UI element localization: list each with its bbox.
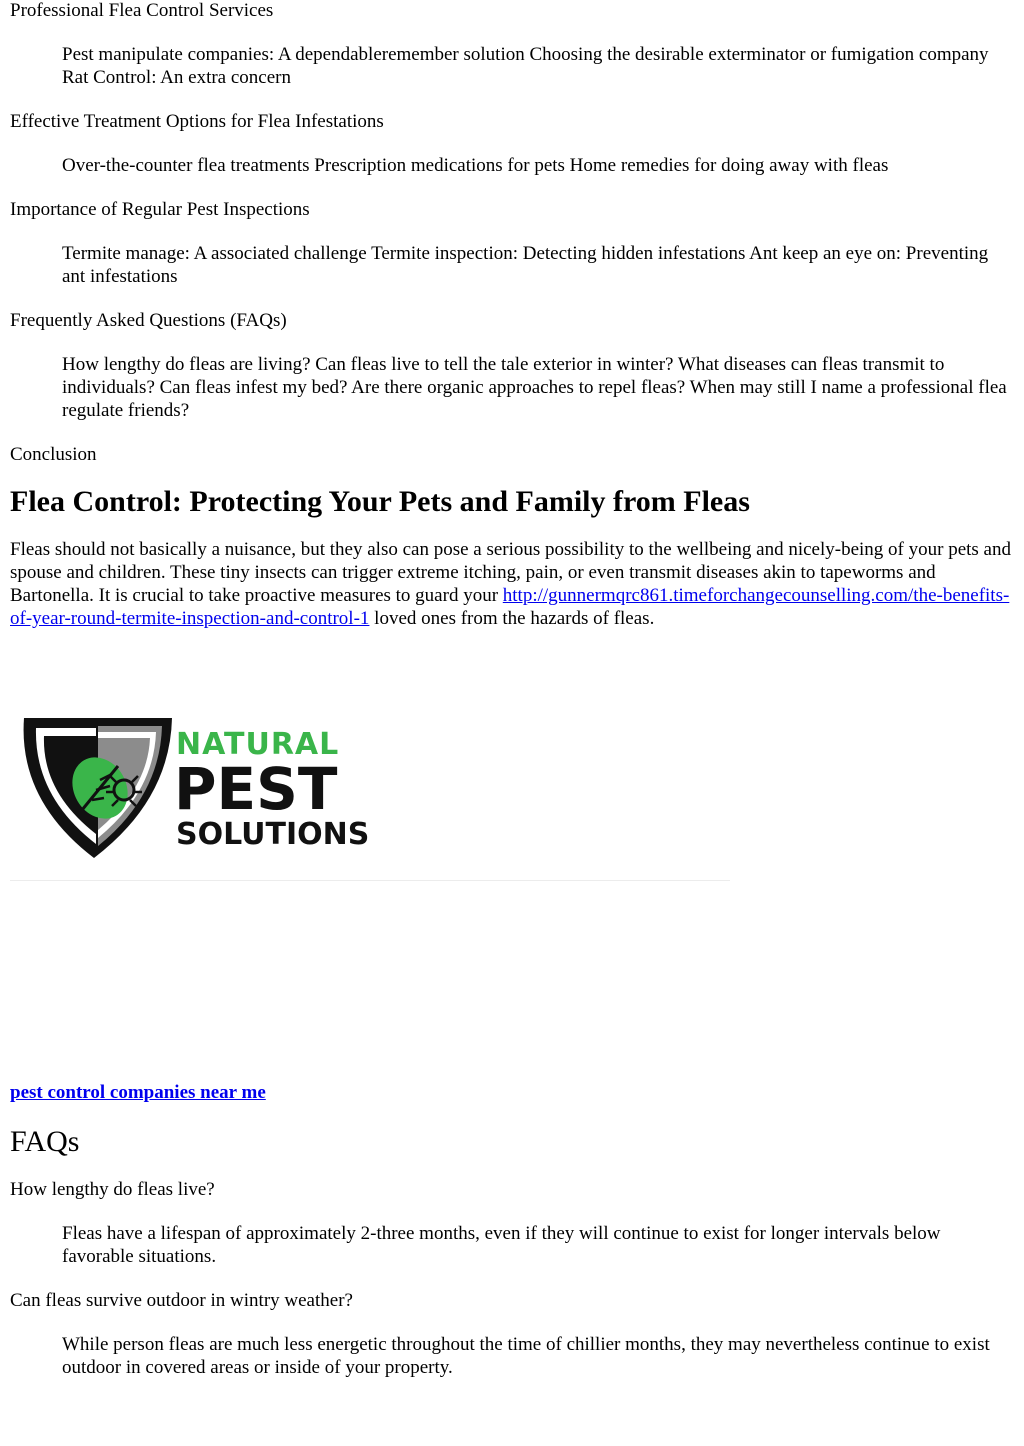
toc-heading-flea-services: Professional Flea Control Services — [10, 0, 274, 21]
toc-items-inspections: Termite manage: A associated challenge Termite inspection: Detecting hidden infestations Ant keep an eye on: Preventing ant infestations — [62, 243, 989, 287]
intro-text-after: loved ones from the hazards of fleas. — [369, 608, 655, 629]
pest-control-link-paragraph — [10, 1081, 1014, 1104]
logo-graphic — [20, 710, 740, 890]
faq-question: Can fleas survive outdoor in wintry weather? — [10, 1290, 353, 1311]
natural-pest-solutions-logo — [20, 710, 740, 890]
logo-line-solutions: SOLUTIONS — [176, 817, 370, 852]
logo-line-pest: PEST — [174, 755, 338, 823]
article-intro — [10, 538, 1014, 630]
intro-text-before: Fleas should not basically a nuisance, but they also can pose a serious possibility to the wellbeing and nicely-being of your pets and spouse and children. These tiny insects can trigger extreme itching, pain, or even transmit diseases akin to tapeworms and Bartonella. It is crucial to take proactive measures to guard your — [10, 539, 1011, 606]
faqs-title: FAQs — [10, 1125, 80, 1158]
toc-heading-faqs: Frequently Asked Questions (FAQs) — [10, 310, 287, 331]
faq-question: How lengthy do fleas live? — [10, 1179, 215, 1200]
logo-line-natural: NATURAL — [176, 727, 340, 762]
intro-link[interactable]: http://gunnermqrc861.timeforchangecounselling.com/the-benefits-of-year-round-termite-inspection-and-control-1 — [10, 585, 1010, 629]
toc-conclusion: Conclusion — [10, 444, 97, 465]
toc-items-treatment-options: Over-the-counter flea treatments Prescription medications for pets Home remedies for doing away with fleas — [62, 155, 889, 176]
faq-answer: While person fleas are much less energetic throughout the time of chillier months, they may nevertheless continue to exist outdoor in covered areas or inside of your property. — [62, 1334, 990, 1378]
toc-heading-treatment-options: Effective Treatment Options for Flea Infestations — [10, 111, 384, 132]
toc-items-faqs: How lengthy do fleas are living? Can fleas live to tell the tale exterior in winter? What diseases can fleas transmit to individuals? Can fleas infest my bed? Are there organic approaches to repel fleas? When may still I name a professional flea regulate friends? — [62, 354, 1007, 421]
page — [10, 0, 1014, 1379]
toc-items-flea-services: Pest manipulate companies: A dependableremember solution Choosing the desirable exterminator or fumigation company Rat Control: An extra concern — [62, 44, 989, 88]
pest-control-companies-link[interactable]: pest control companies near me — [10, 1082, 266, 1103]
toc-heading-inspections: Importance of Regular Pest Inspections — [10, 199, 310, 220]
article-title: Flea Control: Protecting Your Pets and Family from Fleas — [10, 485, 750, 518]
faq-answer: Fleas have a lifespan of approximately 2-three months, even if they will continue to exist for longer intervals below favorable situations. — [62, 1223, 941, 1267]
